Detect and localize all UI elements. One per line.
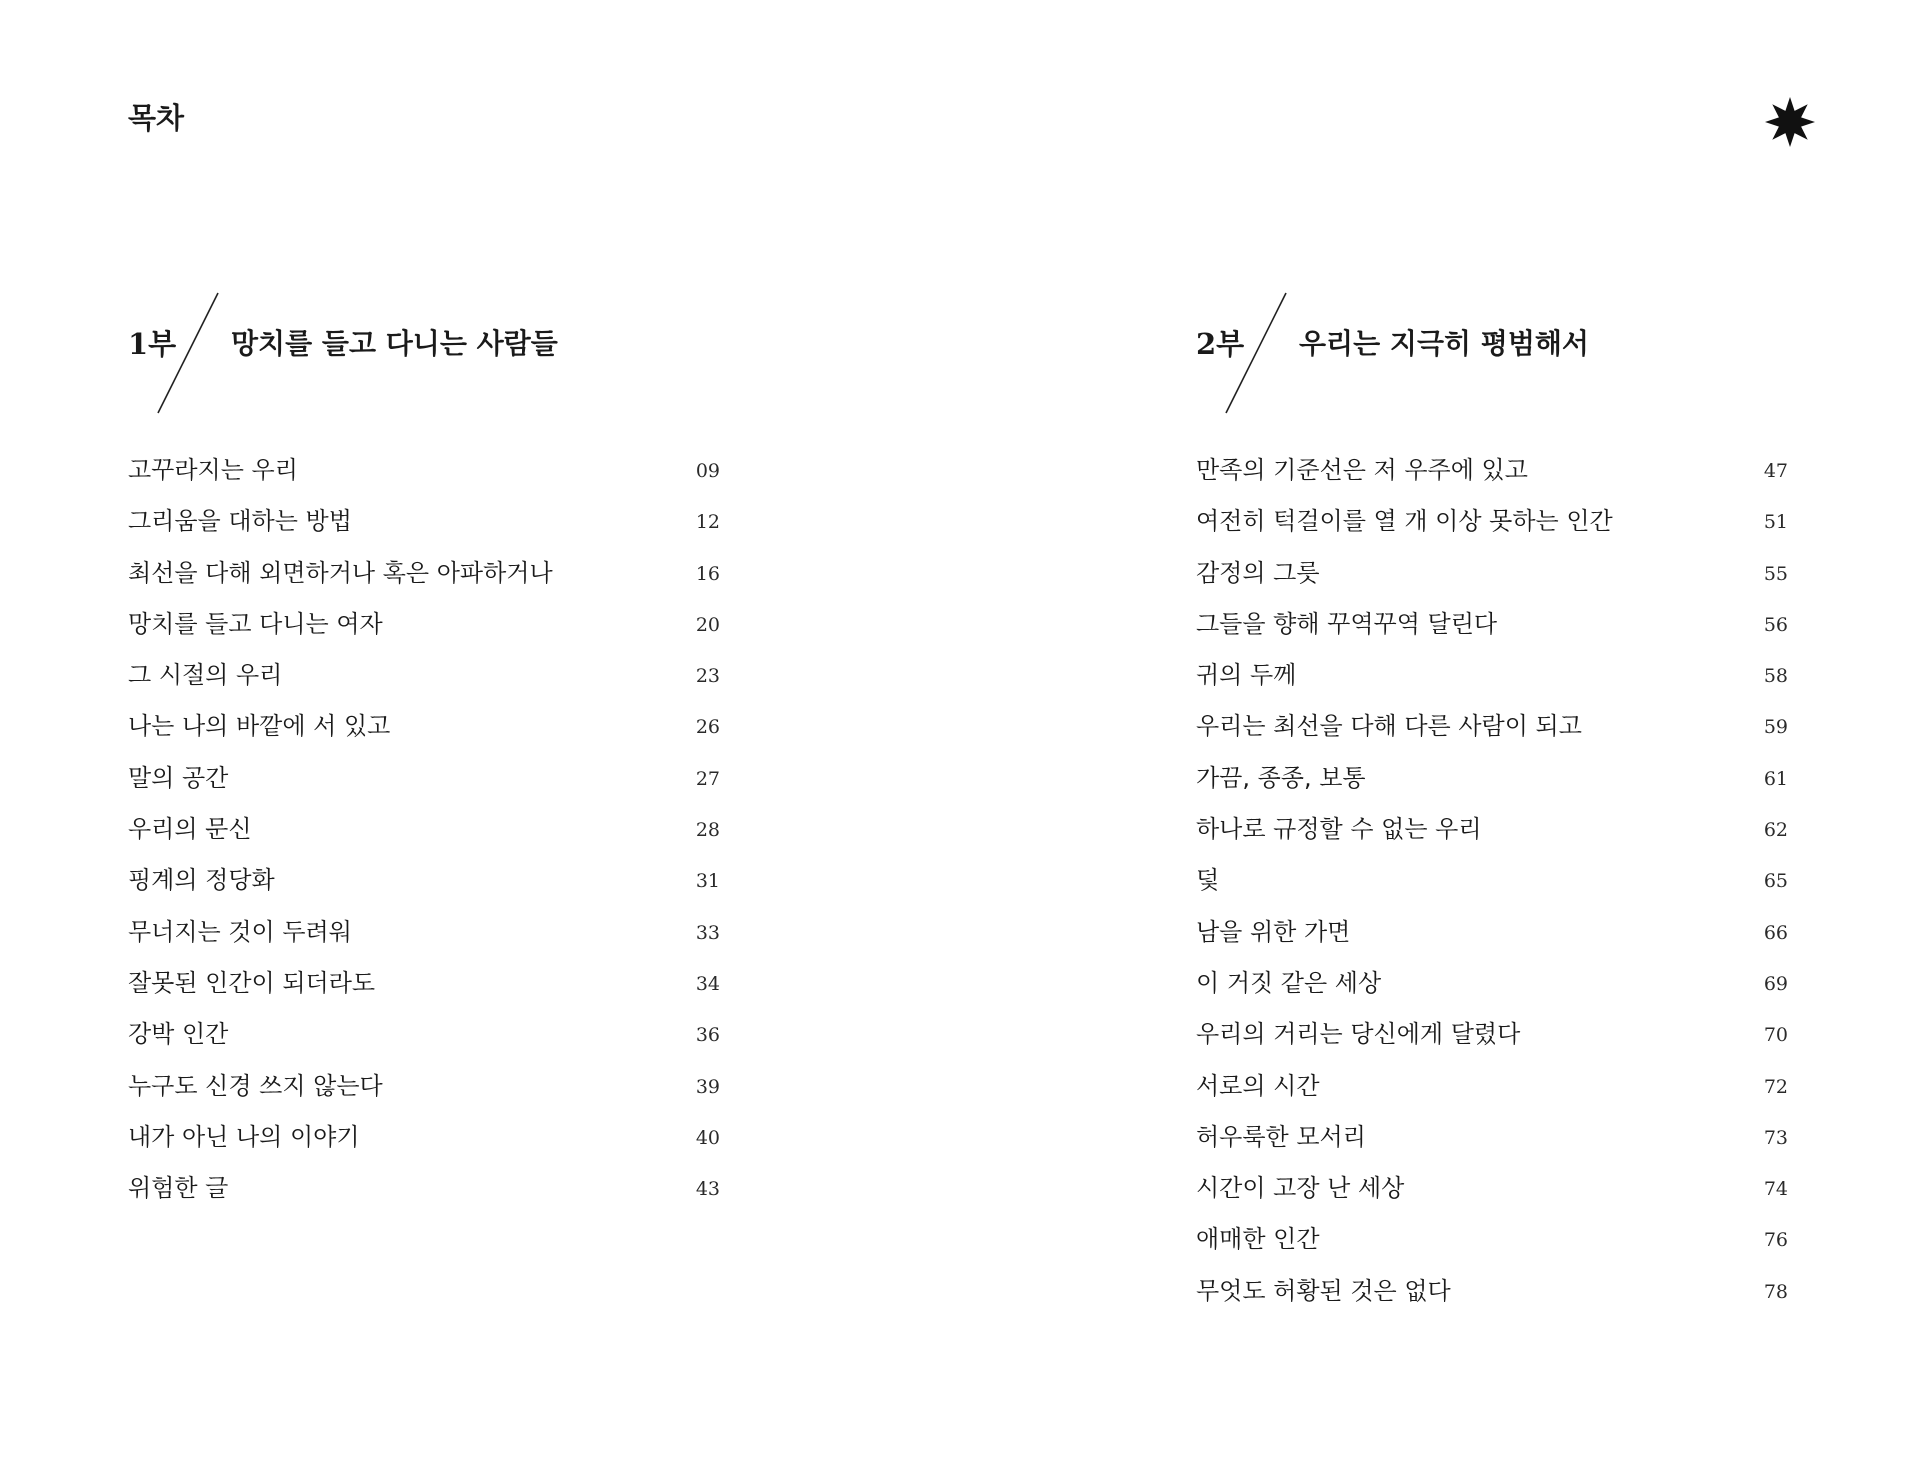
toc-entry-title: 무엇도 허황된 것은 없다 — [1196, 1276, 1451, 1305]
toc-entry[interactable] — [128, 914, 720, 965]
toc-entry[interactable] — [128, 1068, 720, 1119]
toc-entry-title: 그들을 향해 꾸역꾸역 달린다 — [1196, 609, 1498, 638]
toc-entry[interactable] — [1196, 1221, 1788, 1272]
toc-entry[interactable] — [1196, 503, 1788, 554]
toc-entry[interactable] — [128, 1119, 720, 1170]
toc-entry-title: 나는 나의 바깥에 서 있고 — [128, 712, 391, 741]
toc-entry-title: 만족의 기준선은 저 우주에 있고 — [1196, 456, 1528, 484]
toc-entry[interactable] — [128, 657, 720, 708]
toc-entry-page: 26 — [695, 716, 720, 739]
toc-entry[interactable] — [1196, 1119, 1788, 1170]
page-title: 목차 — [128, 101, 185, 135]
toc-entry-page: 51 — [1763, 511, 1788, 534]
toc-entry-page: 73 — [1763, 1126, 1788, 1149]
toc-entry-page: 56 — [1763, 613, 1788, 636]
toc-entry-title: 이 거짓 같은 세상 — [1196, 968, 1382, 997]
toc-entry-page: 78 — [1763, 1280, 1788, 1303]
toc-entry-page: 43 — [695, 1178, 720, 1201]
part-1-number: 1부 — [128, 327, 177, 361]
toc-entry-page: 58 — [1763, 665, 1788, 688]
toc-entry[interactable] — [1196, 965, 1788, 1016]
toc-entry-title: 감정의 그릇 — [1196, 558, 1320, 587]
toc-entry[interactable] — [128, 1016, 720, 1067]
toc-entry[interactable] — [128, 965, 720, 1016]
toc-entry-page: 61 — [1763, 767, 1788, 790]
toc-entry-title: 무너지는 것이 두려워 — [128, 917, 352, 946]
part-2-header — [1196, 290, 1756, 420]
toc-entry-title: 고꾸라지는 우리 — [128, 456, 298, 484]
toc-entry-page: 65 — [1763, 870, 1788, 893]
toc-entry-title: 그리움을 대하는 방법 — [128, 507, 352, 536]
toc-entry-title: 서로의 시간 — [1196, 1071, 1320, 1100]
toc-entry-page: 59 — [1763, 716, 1788, 739]
toc-entry-page: 69 — [1763, 972, 1788, 995]
toc-entry[interactable] — [1196, 1068, 1788, 1119]
toc-entry[interactable] — [1196, 862, 1788, 913]
toc-entry-page: 28 — [695, 819, 720, 842]
toc-entry-title: 말의 공간 — [128, 763, 229, 792]
toc-entry-title: 애매한 인간 — [1196, 1225, 1320, 1254]
toc-entry[interactable] — [1196, 1170, 1788, 1221]
part-1-header — [128, 290, 688, 420]
part-2-title: 우리는 지극히 평범해서 — [1299, 327, 1589, 360]
toc-entry[interactable] — [1196, 606, 1788, 657]
toc-entry-page: 27 — [695, 767, 720, 790]
toc-entry-title: 하나로 규정할 수 없는 우리 — [1196, 815, 1482, 844]
toc-entry-title: 우리는 최선을 다해 다른 사람이 되고 — [1196, 712, 1582, 741]
toc-entry-page: 66 — [1763, 921, 1788, 944]
toc-entry-page: 09 — [695, 460, 720, 482]
toc-entry-title: 덫 — [1196, 866, 1220, 895]
toc-entry-title: 망치를 들고 다니는 여자 — [128, 609, 383, 638]
toc-entry[interactable] — [128, 811, 720, 862]
toc-entry[interactable] — [1196, 760, 1788, 811]
toc-entry-title: 잘못된 인간이 되더라도 — [128, 968, 376, 997]
toc-entry-page: 74 — [1763, 1178, 1788, 1201]
toc-entry-title: 강박 인간 — [128, 1020, 229, 1049]
toc-entry-title: 누구도 신경 쓰지 않는다 — [128, 1071, 383, 1100]
toc-entry[interactable] — [128, 452, 720, 503]
toc-entry[interactable] — [1196, 1016, 1788, 1067]
toc-entry-page: 55 — [1763, 562, 1788, 585]
toc-entry-page: 20 — [695, 613, 720, 636]
toc-entry-page: 34 — [695, 972, 720, 995]
toc-entry-title: 그 시절의 우리 — [128, 661, 283, 690]
toc-entry[interactable] — [128, 862, 720, 913]
toc-entry[interactable] — [128, 606, 720, 657]
toc-entry-page: 12 — [695, 511, 720, 534]
toc-entry[interactable] — [128, 1170, 720, 1221]
toc-entry-page: 47 — [1763, 460, 1788, 482]
toc-entry-title: 핑계의 정당화 — [128, 866, 275, 895]
toc-entry[interactable] — [128, 708, 720, 759]
toc-entry[interactable] — [128, 503, 720, 554]
toc-entry-page: 16 — [695, 562, 720, 585]
toc-entry[interactable] — [1196, 914, 1788, 965]
part-2-toc-list — [1196, 452, 1788, 1324]
toc-entry-title: 내가 아닌 나의 이야기 — [128, 1122, 360, 1151]
toc-entry-page: 36 — [695, 1024, 720, 1047]
toc-entry-title: 허우룩한 모서리 — [1196, 1122, 1366, 1151]
part-1-title: 망치를 들고 다니는 사람들 — [231, 327, 558, 360]
toc-entry[interactable] — [128, 760, 720, 811]
toc-entry-page: 39 — [695, 1075, 720, 1098]
toc-entry-page: 40 — [695, 1126, 720, 1149]
toc-entry[interactable] — [1196, 452, 1788, 503]
part-1-toc-list — [128, 452, 720, 1221]
toc-entry[interactable] — [1196, 657, 1788, 708]
toc-entry-title: 시간이 고장 난 세상 — [1196, 1174, 1405, 1203]
toc-entry-page: 23 — [695, 665, 720, 688]
toc-entry[interactable] — [1196, 555, 1788, 606]
toc-entry-page: 76 — [1763, 1229, 1788, 1252]
toc-entry[interactable] — [128, 555, 720, 606]
slash-divider — [154, 290, 224, 416]
toc-entry-title: 우리의 거리는 당신에게 달렸다 — [1196, 1020, 1521, 1049]
toc-entry-page: 62 — [1763, 819, 1788, 842]
toc-entry-title: 여전히 턱걸이를 열 개 이상 못하는 인간 — [1196, 507, 1613, 536]
toc-entry-page: 72 — [1763, 1075, 1788, 1098]
toc-entry-title: 남을 위한 가면 — [1196, 917, 1351, 946]
toc-entry[interactable] — [1196, 811, 1788, 862]
slash-divider — [1222, 290, 1292, 416]
toc-entry-page: 70 — [1763, 1024, 1788, 1047]
toc-entry-page: 31 — [695, 870, 720, 893]
toc-entry[interactable] — [1196, 1273, 1788, 1324]
toc-entry-title: 최선을 다해 외면하거나 혹은 아파하거나 — [128, 558, 553, 587]
toc-entry[interactable] — [1196, 708, 1788, 759]
starburst-icon — [1764, 96, 1816, 148]
toc-entry-title: 우리의 문신 — [128, 815, 252, 844]
toc-entry-title: 가끔, 종종, 보통 — [1196, 763, 1366, 792]
toc-entry-title: 귀의 두께 — [1196, 661, 1297, 690]
toc-entry-page: 33 — [695, 921, 720, 944]
part-2-number: 2부 — [1196, 327, 1245, 361]
toc-entry-title: 위험한 글 — [128, 1174, 229, 1203]
